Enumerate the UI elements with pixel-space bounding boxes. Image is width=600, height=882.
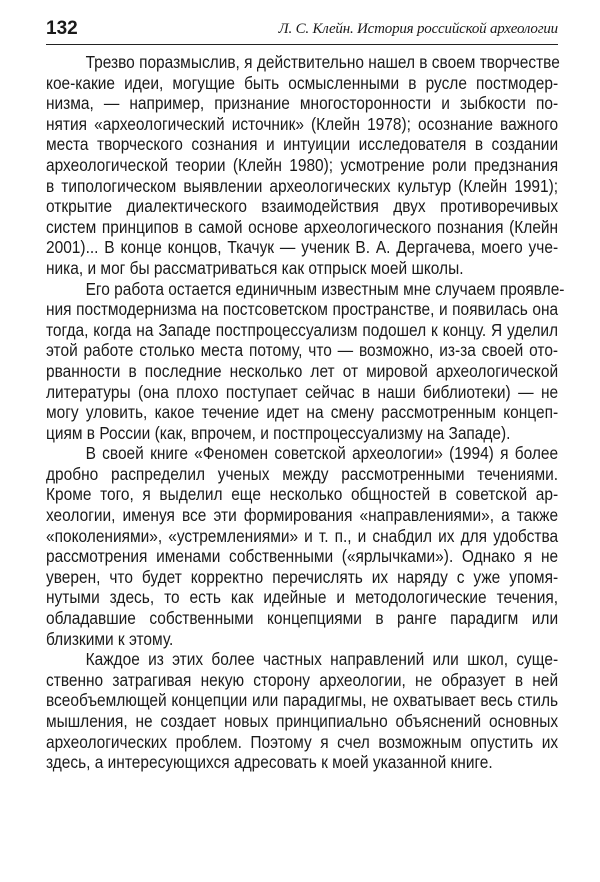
text-line: археологических проблем. Поэтому я счел возможным опустить их: [46, 731, 559, 752]
paragraph: [46, 52, 558, 279]
text-line: литературы (она плохо поступает сейчас в наши библиотеки) — не: [46, 381, 559, 402]
text-line: Кроме того, я выделил еще несколько общностей в советской ар-: [46, 484, 559, 505]
text-line: «поколениями», «устремлениями» и т. п., и снабдил их для удобства: [46, 525, 559, 546]
text-line: нутыми здесь, то есть как идейные и методологические течения,: [46, 587, 559, 608]
body-text: [46, 52, 565, 773]
text-line: 2001)... В конце концов, Ткачук — ученик В. А. Дергачева, моего уче-: [46, 237, 559, 258]
text-line: обладавшие собственными концепциями в ранге парадигм или: [46, 608, 559, 629]
text-line: кое-какие идеи, могущие быть осмысленными в русле постмодер-: [46, 72, 559, 93]
running-header: [46, 18, 558, 45]
text-line: открытие диалектического взаимодействия двух противоречивых: [46, 196, 559, 217]
text-line: хеологии, именуя все эти формирования «направлениями», а также: [46, 505, 559, 526]
text-line: рассмотрения именами собственными («ярлычками»). Однако я не: [46, 546, 559, 567]
paragraph: [46, 278, 565, 444]
text-line: Его работа остается единичным известным мне случаем проявле-: [85, 278, 565, 299]
text-line: близкими к этому.: [46, 628, 174, 649]
text-line: рванности в последние несколько лет от мировой археологической: [46, 360, 559, 381]
running-title: Л. С. Клейн. История российской археологии: [278, 21, 558, 37]
text-line: этой работе столько места потому, что — возможно, из-за своей ото-: [46, 340, 559, 361]
text-line: тогда, когда на Западе постпроцессуализм подошел к концу. Я уделил: [46, 319, 559, 340]
text-line: мышления, не создает новых принципиально объяснений основных: [46, 711, 559, 731]
text-line: Трезво поразмыслив, я действительно нашел в своем творчестве: [85, 52, 560, 72]
text-line: могу уловить, какое течение идет на смену рассмотренным концеп-: [46, 402, 559, 423]
paragraph: [46, 649, 558, 773]
text-line: ственно затрагивая некую сторону археологии, не образует в ней: [46, 669, 559, 690]
text-line: уверен, что будет корректно перечислять их наряду с уже упомя-: [46, 566, 559, 587]
text-line: ния постмодернизма на постсоветском пространстве, и появилась она: [46, 299, 559, 320]
text-line: нятия «археологический источник» (Клейн 1978); осознание важного: [46, 113, 559, 134]
text-line: циям в России (как, впрочем, и постпроцессуализму на Западе).: [46, 422, 511, 443]
text-line: места творческого сознания и интуиции исследователя в создании: [46, 134, 559, 155]
text-line: Каждое из этих более частных направлений или школ, суще-: [85, 649, 559, 670]
text-line: ника, и мог бы рассматриваться как отпрыск моей школы.: [46, 257, 464, 278]
text-line: дробно распределил ученых между рассмотренными течениями.: [46, 463, 559, 484]
paragraph: [46, 443, 558, 649]
text-line: систем принципов в самой основе археологического познания (Клейн: [46, 216, 559, 237]
text-line: здесь, а интересующихся адресовать к моей указанной книге.: [46, 752, 493, 773]
page-number: 132: [46, 18, 78, 39]
text-line: археологической теории (Клейн 1980); усмотрение роли предзнания: [46, 154, 559, 175]
text-line: в типологическом выявлении археологических культур (Клейн 1991);: [46, 175, 559, 196]
text-line: низма, — например, признание многосторонности и зыбкости по-: [46, 93, 559, 114]
text-line: всеобъемлющей концепции или парадигмы, не охватывает весь стиль: [46, 690, 559, 711]
text-line: В своей книге «Феномен советской археологии» (1994) я более: [85, 443, 559, 464]
